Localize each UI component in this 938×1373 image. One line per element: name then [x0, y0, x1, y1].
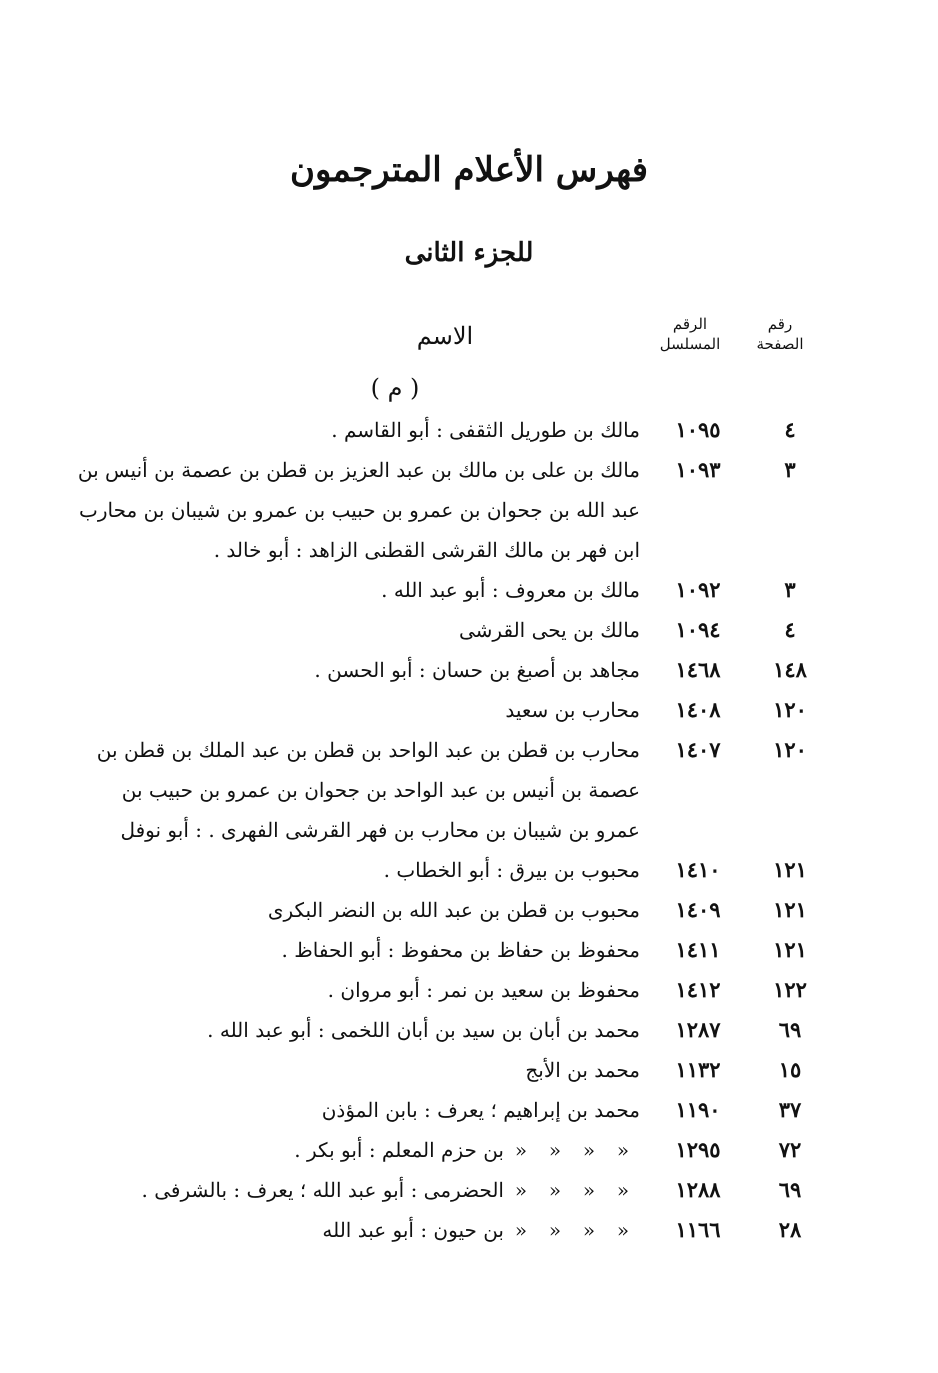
- ditto-mark: «: [582, 1218, 596, 1242]
- index-entries: [0, 410, 938, 1250]
- entry-name-line: مالك بن معروف : أبو عبد الله .: [381, 578, 640, 602]
- ditto-mark: «: [616, 1218, 630, 1242]
- index-entry: [0, 570, 938, 610]
- index-entry: [0, 850, 938, 890]
- entry-page-number: ٣٧: [778, 1097, 802, 1122]
- page-subtitle: للجزء الثانى: [404, 238, 534, 268]
- entry-name: [105, 1170, 640, 1210]
- entry-name-line: ابن فهر بن مالك القرشى القطنى الزاهد : أبو خالد .: [213, 538, 640, 562]
- index-entry: [0, 970, 938, 1010]
- entry-name-text: بن حزم المعلم : أبو بكر .: [294, 1138, 504, 1162]
- entry-name-line: عصمة بن أنيس بن عبد الواحد بن جحوان بن عمرو بن حبيب بن: [121, 778, 640, 802]
- entry-name: [105, 650, 640, 690]
- entry-name-line: عمرو بن شيبان بن محارب بن فهر القرشى الفهرى . : أبو نوفل: [120, 818, 640, 842]
- entry-page-number: ٧٢: [778, 1137, 802, 1162]
- index-entry: [0, 1170, 938, 1210]
- entry-serial-number: ١١٣٢: [675, 1057, 721, 1082]
- entry-name-line: [105, 1130, 640, 1170]
- entry-name-line: مجاهد بن أصبغ بن حسان : أبو الحسن .: [314, 658, 640, 682]
- entry-page-number: ١٥: [778, 1057, 802, 1082]
- entry-name-line: مالك بن على بن مالك بن عبد العزيز بن قطن بن عصمة بن أنيس بن: [77, 458, 640, 482]
- index-entry: [0, 450, 938, 570]
- entry-page-number: ١٢٠: [773, 737, 807, 762]
- entry-serial-number: ١٤١١: [675, 937, 721, 962]
- section-letter: ( م ): [370, 374, 420, 402]
- entry-name: [105, 930, 640, 970]
- entry-name: [105, 410, 640, 450]
- entry-name-line: محمد بن الأبج: [525, 1058, 640, 1082]
- entry-serial-number: ١٤١٠: [675, 857, 721, 882]
- ditto-mark: «: [616, 1138, 630, 1162]
- entry-name-line: مالك بن يحى القرشى: [459, 618, 640, 642]
- header-serial-line-2: المسلسل: [659, 335, 721, 353]
- entry-name: [105, 1130, 640, 1170]
- entry-name-line: محمد بن أبان بن سيد بن أبان اللخمى : أبو عبد الله .: [207, 1018, 640, 1042]
- entry-name: [105, 1210, 640, 1250]
- ditto-mark: «: [616, 1178, 630, 1202]
- entry-name: [105, 690, 640, 730]
- entry-page-number: ١٤٨: [773, 657, 807, 682]
- ditto-mark: «: [548, 1218, 562, 1242]
- entry-name: [105, 890, 640, 930]
- entry-page-number: ٣: [784, 577, 796, 602]
- index-entry: [0, 1210, 938, 1250]
- entry-name: [105, 1090, 640, 1130]
- entry-page-number: ٣: [784, 457, 796, 482]
- entry-name-line: محبوب بن بيرق : أبو الخطاب .: [383, 858, 640, 882]
- entry-name-line: محمد بن إبراهيم ؛ يعرف : بابن المؤذن: [321, 1098, 640, 1122]
- entry-serial-number: ١٠٩٢: [675, 577, 721, 602]
- header-serial-number: [650, 314, 730, 354]
- entry-serial-number: ١٤٦٨: [675, 657, 721, 682]
- entry-page-number: ١٢١: [773, 857, 807, 882]
- header-page-line-1: رقم: [767, 315, 793, 333]
- entry-name-line: محارب بن سعيد: [505, 698, 640, 722]
- entry-page-number: ١٢١: [773, 937, 807, 962]
- entry-name-text: بن حيون : أبو عبد الله: [322, 1218, 504, 1242]
- entry-page-number: ١٢١: [773, 897, 807, 922]
- header-page-line-2: الصفحة: [756, 335, 804, 353]
- entry-name-line: [105, 1210, 640, 1250]
- entry-page-number: ٤: [784, 617, 796, 642]
- ditto-mark: «: [582, 1138, 596, 1162]
- entry-name: [96, 730, 640, 850]
- entry-page-number: ١٢٠: [773, 697, 807, 722]
- entry-name-line: محفوظ بن حفاظ بن محفوظ : أبو الحفاظ .: [281, 938, 640, 962]
- entry-name-line: محفوظ بن سعيد بن نمر : أبو مروان .: [327, 978, 640, 1002]
- entry-name-line: محبوب بن قطن بن عبد الله بن النضر البكرى: [267, 898, 640, 922]
- entry-name-line: مالك بن طوريل الثقفى : أبو القاسم .: [331, 418, 640, 442]
- ditto-mark: «: [514, 1218, 528, 1242]
- header-name: الاسم: [416, 322, 474, 350]
- ditto-mark: «: [514, 1178, 528, 1202]
- index-entry: [0, 410, 938, 450]
- index-entry: [0, 1050, 938, 1090]
- ditto-mark: «: [548, 1138, 562, 1162]
- ditto-mark: «: [582, 1178, 596, 1202]
- entry-serial-number: ١١٩٠: [675, 1097, 721, 1122]
- entry-serial-number: ١٤٠٩: [675, 897, 721, 922]
- entry-serial-number: ١٠٩٤: [675, 617, 721, 642]
- entry-name-text: الحضرمى : أبو عبد الله ؛ يعرف : بالشرفى .: [141, 1178, 504, 1202]
- ditto-mark: «: [514, 1138, 528, 1162]
- entry-name: [105, 610, 640, 650]
- entry-page-number: ٤: [784, 417, 796, 442]
- index-entry: [0, 650, 938, 690]
- entry-name-line: محارب بن قطن بن عبد الواحد بن قطن بن عبد الملك بن قطن بن: [96, 738, 640, 762]
- index-entry: [0, 890, 938, 930]
- entry-name: [105, 570, 640, 610]
- entry-serial-number: ١١٦٦: [675, 1217, 721, 1242]
- entry-serial-number: ١٤٠٧: [675, 737, 721, 762]
- entry-serial-number: ١٤١٢: [675, 977, 721, 1002]
- index-entry: [0, 1130, 938, 1170]
- ditto-mark: «: [548, 1178, 562, 1202]
- entry-name-line: [105, 1170, 640, 1210]
- index-entry: [0, 610, 938, 650]
- entry-page-number: ١٢٢: [773, 977, 807, 1002]
- entry-serial-number: ١٢٨٧: [675, 1017, 721, 1042]
- header-serial-line-1: الرقم: [672, 315, 708, 333]
- entry-name: [105, 970, 640, 1010]
- entry-page-number: ٦٩: [778, 1177, 802, 1202]
- entry-page-number: ٦٩: [778, 1017, 802, 1042]
- entry-serial-number: ١٠٩٥: [675, 417, 721, 442]
- index-entry: [0, 930, 938, 970]
- entry-name: [105, 1010, 640, 1050]
- entry-serial-number: ١٢٩٥: [675, 1137, 721, 1162]
- index-entry: [0, 730, 938, 850]
- entry-name: [105, 850, 640, 890]
- entry-name: [105, 1050, 640, 1090]
- index-entry: [0, 1090, 938, 1130]
- page-title: فهرس الأعلام المترجمون: [289, 150, 648, 190]
- index-entry: [0, 1010, 938, 1050]
- index-entry: [0, 690, 938, 730]
- header-page-number: [740, 314, 820, 354]
- entry-name: [77, 450, 640, 570]
- entry-page-number: ٢٨: [778, 1217, 802, 1242]
- entry-serial-number: ١٠٩٣: [675, 457, 721, 482]
- entry-name-line: عبد الله بن جحوان بن عمرو بن حبيب بن عمرو بن شيبان بن محارب: [79, 498, 640, 522]
- entry-serial-number: ١٢٨٨: [675, 1177, 721, 1202]
- entry-serial-number: ١٤٠٨: [675, 697, 721, 722]
